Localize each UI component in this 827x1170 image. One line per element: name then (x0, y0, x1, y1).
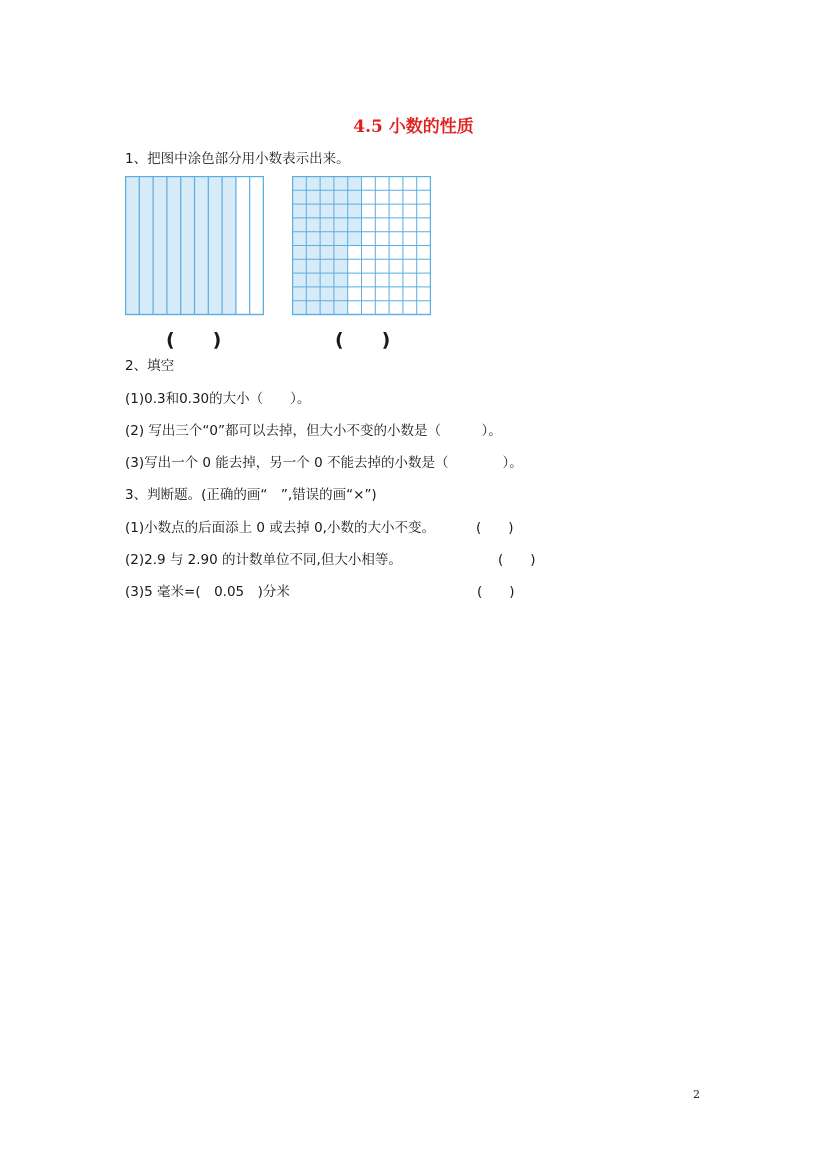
fill-item-1: (1)0.3和0.30的大小（ ）。 (125, 391, 311, 407)
shaded-region (348, 177, 362, 246)
answer-blank-1[interactable]: ( ) (166, 329, 222, 351)
question-3-heading: 3、判断题。(正确的画“ ”,错误的画“×”) (125, 487, 377, 503)
fill-item-2: (2) 写出三个“0”都可以去掉，但大小不变的小数是（ ）。 (125, 423, 502, 439)
judge-item-2: (2)2.9 与 2.90 的计数单位不同,但大小相等。 (125, 552, 402, 568)
judge-item-1: (1)小数点的后面添上 0 或去掉 0,小数的大小不变。 (125, 520, 435, 536)
judge-item-3: (3)5 毫米=( 0.05 )分米 (125, 584, 290, 600)
page-title: 4.5 小数的性质 (353, 117, 474, 137)
page-number: 2 (693, 1088, 700, 1101)
judge-paren-2[interactable]: ( ) (498, 552, 536, 568)
hundred-grid-figure (292, 176, 431, 316)
judge-paren-1[interactable]: ( ) (476, 520, 514, 536)
question-1-heading: 1、把图中涂色部分用小数表示出来。 (125, 151, 350, 167)
question-2-heading: 2、填空 (125, 358, 175, 374)
judge-paren-3[interactable]: ( ) (477, 584, 515, 600)
strip-model-figure (125, 176, 264, 316)
answer-blank-2[interactable]: ( ) (335, 329, 391, 351)
fill-item-3: (3)写出一个 0 能去掉，另一个 0 不能去掉的小数是（ ）。 (125, 455, 523, 471)
